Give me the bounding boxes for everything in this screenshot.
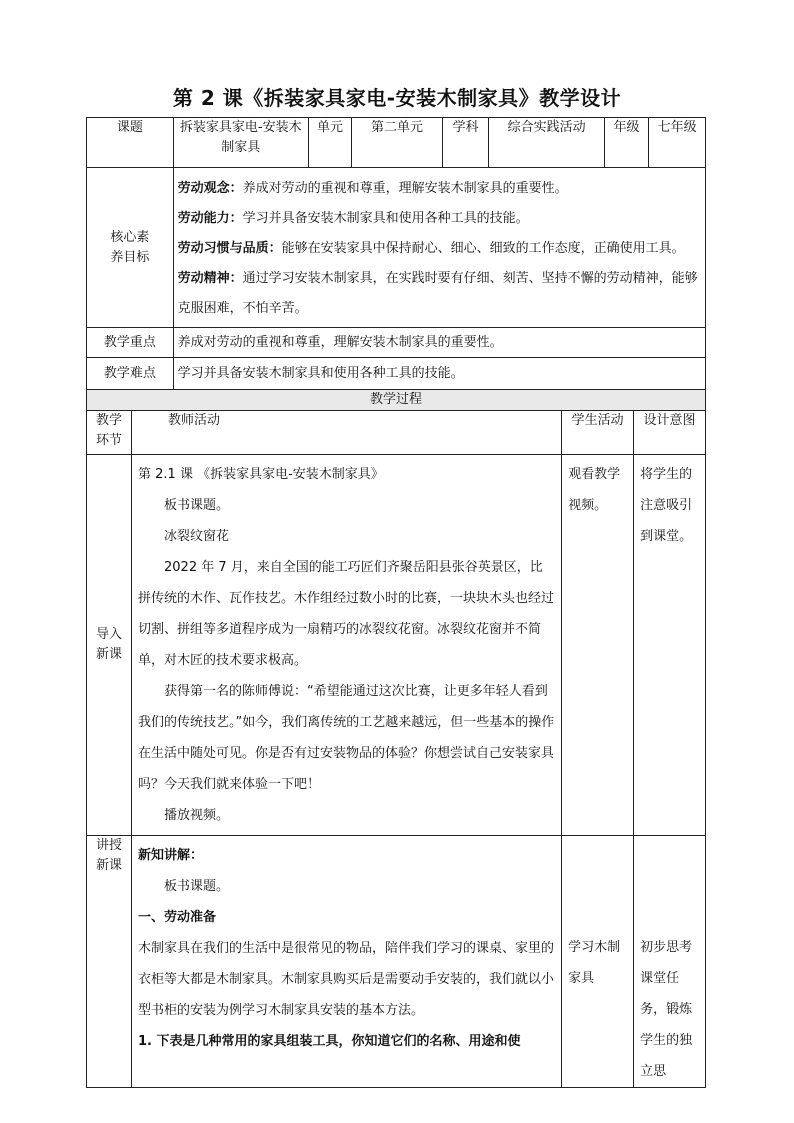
literacy-item-name: 劳动观念： xyxy=(177,181,243,196)
lecture-p2: 木制家具在我们的生活中是很常见的物品，陪伴我们学习的课桌、家里的衣柜等大都是木制家具。木制家具购买后是需要动手安装的，我们就以小型书柜的安装为例学习木制家具安装的基本方法。 xyxy=(138,941,555,1018)
course-value: 拆装家具家电-安装木制家具 xyxy=(173,118,308,168)
literacy-label-text: 核心素养目标 xyxy=(110,229,150,265)
literacy-item-name: 劳动精神： xyxy=(177,271,243,286)
course-label: 课题 xyxy=(87,118,174,168)
literacy-item-text: 能够在安装家具中保持耐心、细心、细致的工作态度，正确使用工具。 xyxy=(281,241,685,256)
literacy-item-concept xyxy=(178,174,701,204)
intro-p2: 冰裂纹窗花 xyxy=(164,529,230,544)
key-point-text: 养成对劳动的重视和尊重，理解安装木制家具的重要性。 xyxy=(173,328,705,358)
col-student: 学生活动 xyxy=(562,411,634,455)
literacy-item-habit xyxy=(178,234,701,264)
lecture-student-activity: 学习木制家具 xyxy=(562,836,634,1088)
lecture-design-intent: 初步思考课堂任务，锻炼学生的独立思 xyxy=(634,836,706,1088)
unit-value: 第二单元 xyxy=(352,118,443,168)
difficult-point-label: 教学难点 xyxy=(87,358,174,390)
literacy-label xyxy=(87,168,174,328)
subject-label: 学科 xyxy=(442,118,488,168)
difficult-point-text: 学习并具备安装木制家具和使用各种工具的技能。 xyxy=(173,358,705,390)
intro-p5: 播放视频。 xyxy=(164,808,230,823)
intro-student-activity: 观看教学视频。 xyxy=(562,455,634,836)
grade-label: 年级 xyxy=(604,118,648,168)
lecture-q1: 1. 下表是几种常用的家具组装工具，你知道它们的名称、用途和使 xyxy=(138,1034,521,1049)
literacy-content xyxy=(173,168,705,328)
key-point-label: 教学重点 xyxy=(87,328,174,358)
literacy-item-text: 学习并具备安装木制家具和使用各种工具的技能。 xyxy=(242,211,529,226)
literacy-item-name: 劳动能力： xyxy=(177,211,243,226)
lecture-section1: 一、劳动准备 xyxy=(138,910,217,925)
lecture-stage xyxy=(87,836,132,1088)
intro-p1: 板书课题。 xyxy=(164,498,230,513)
literacy-item-ability xyxy=(178,204,701,234)
col-stage: 教学环节 xyxy=(87,411,132,455)
intro-p3: 2022 年 7 月，来自全国的能工巧匠们齐聚岳阳县张谷英景区，比拼传统的木作、瓦作技艺。木作组经过数小时的比赛，一块块木头也经过切割、拼组等多道程序成为一扇精巧的冰裂纹花窗。冰裂纹花窗并不简单，对木匠的技术要求极高。 xyxy=(138,560,555,668)
literacy-item-name: 劳动习惯与品质： xyxy=(177,241,282,256)
intro-p4: 获得第一名的陈师傅说：“希望能通过这次比赛，让更多年轻人看到我们的传统技艺。”如今，我们离传统的工艺越来越远，但一些基本的操作在生活中随处可见。你是否有过安装物品的体验？你想尝试自己安装家具吗？今天我们就来体验一下吧！ xyxy=(138,684,555,792)
intro-design-intent: 将学生的注意吸引到课堂。 xyxy=(634,455,706,836)
lecture-p1: 板书课题。 xyxy=(164,879,230,894)
literacy-item-spirit xyxy=(178,264,701,324)
grade-value: 七年级 xyxy=(649,118,706,168)
col-teacher: 教师活动 xyxy=(132,411,562,455)
lecture-stage-text: 讲授新课 xyxy=(95,838,122,873)
lesson-line: 第 2.1 课 《拆装家具家电-安装木制家具》 xyxy=(138,467,384,482)
page-title: 第 2 课《拆装家具家电-安装木制家具》教学设计 xyxy=(172,86,622,110)
col-intent: 设计意图 xyxy=(634,411,706,455)
process-header: 教学过程 xyxy=(87,390,706,411)
subject-value: 综合实践活动 xyxy=(489,118,605,168)
info-table xyxy=(86,117,706,390)
lecture-teacher-activity xyxy=(132,836,562,1088)
literacy-item-text: 通过学习安装木制家具，在实践时要有仔细、刻苦、坚持不懈的劳动精神，能够克服困难，不怕辛苦。 xyxy=(177,271,698,316)
intro-teacher-activity xyxy=(132,455,562,836)
lecture-heading: 新知讲解： xyxy=(138,848,204,863)
unit-label: 单元 xyxy=(308,118,351,168)
process-table xyxy=(86,389,706,1088)
literacy-item-text: 养成对劳动的重视和尊重，理解安装木制家具的重要性。 xyxy=(242,181,568,196)
intro-stage: 导入新课 xyxy=(87,455,132,836)
